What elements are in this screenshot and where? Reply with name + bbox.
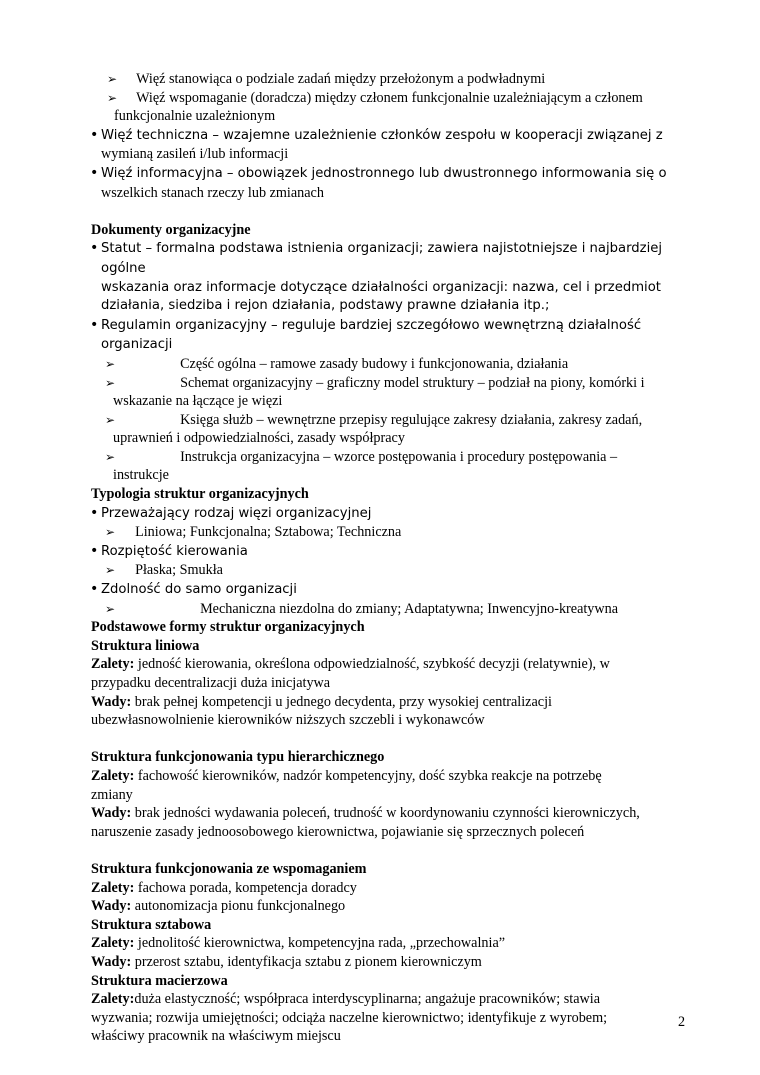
list-item: ➢ Schemat organizacyjny – graficzny model struktury – podział na piony, komórki i [105, 374, 645, 391]
list-item: ➢ Więź wspomaganie (doradcza) między członem funkcjonalnie uzależniającym a członem [107, 89, 643, 106]
list-item: • Więź informacyjna – obowiązek jednostronnego lub dwustronnego informowania się o [90, 164, 667, 181]
zalety-line: Zalety: fachowa porada, kompetencja doradcy [91, 879, 357, 896]
arrow-bullet-icon: ➢ [105, 525, 116, 540]
wady-line: Wady: autonomizacja pionu funkcjonalnego [91, 898, 346, 915]
arrow-bullet-icon: ➢ [105, 375, 116, 390]
list-item: ➢ Księga służb – wewnętrzne przepisy regulujące zakresy działania, zakresy zadań, [105, 411, 643, 428]
list-item: ➢ Więź stanowiąca o podziale zadań między przełożonym a podwładnymi [107, 71, 546, 87]
zalety-continuation: zmiany [91, 786, 133, 803]
bullet-icon: • [90, 126, 99, 143]
wady-line: Wady: przerost sztabu, identyfikacja sztabu z pionem kierowniczym [91, 953, 482, 970]
page-number: 2 [678, 1014, 686, 1030]
bullet-icon: • [90, 164, 99, 181]
list-item: • Rozpiętość kierowania [90, 542, 248, 559]
arrow-bullet-icon: ➢ [105, 412, 116, 427]
list-item: ➢ Mechaniczna niezdolna do zmiany; Adaptatywna; Inwencyjno-kreatywna [105, 600, 619, 617]
section-heading: Dokumenty organizacyjne [91, 221, 251, 238]
list-item: • Przeważający rodzaj więzi organizacyjnej [90, 504, 372, 521]
list-item: ➢ Liniowa; Funkcjonalna; Sztabowa; Techniczna [105, 524, 402, 541]
section-heading: Podstawowe formy struktur organizacyjnych [91, 619, 365, 636]
arrow-bullet-icon: ➢ [105, 563, 116, 578]
wady-continuation: naruszenie zasady jednoosobowego kierownictwa, pojawianie się sprzecznych poleceń [91, 823, 585, 840]
section-heading: Typologia struktur organizacyjnych [91, 486, 309, 503]
arrow-bullet-icon: ➢ [105, 356, 116, 371]
bullet-icon: • [90, 240, 99, 257]
arrow-bullet-icon: ➢ [105, 449, 116, 464]
bullet-icon: • [90, 581, 99, 598]
list-item-continuation: wskazania oraz informacje dotyczące działalności organizacji: nazwa, cel i przedmiot [101, 279, 661, 295]
list-item-continuation: wskazanie na łączące je więzi [113, 393, 283, 410]
list-item-continuation: funkcjonalnie uzależnionym [114, 108, 276, 125]
zalety-line: Zalety: fachowość kierowników, nadzór kompetencyjny, dość szybka reakcje na potrzebę [91, 767, 602, 784]
list-item: ➢ Część ogólna – ramowe zasady budowy i funkcjonowania, działania [105, 355, 569, 372]
subsection-heading: Struktura sztabowa [91, 916, 212, 933]
wady-line: Wady: brak pełnej kompetencji u jednego decydenta, przy wysokiej centralizacji [91, 693, 552, 710]
list-item-continuation: wszelkich stanach rzeczy lub zmianach [101, 184, 324, 201]
list-item-continuation: uprawnień i odpowiedzialności, zasady współpracy [113, 430, 405, 447]
list-item: • Więź techniczna – wzajemne uzależnienie członków zespołu w kooperacji związanej z [90, 126, 663, 143]
list-item-continuation: działania, siedziba i rejon działania, podstawy prawne działania itp.; [101, 298, 550, 314]
bullet-icon: • [90, 542, 99, 559]
zalety-continuation: przypadku decentralizacji duża inicjatywa [91, 675, 331, 691]
list-item: ➢ Instrukcja organizacyjna – wzorce postępowania i procedury postępowania – [105, 448, 618, 465]
zalety-continuation: wyzwania; rozwija umiejętności; odciąża naczelne kierownictwo; identyfikuje z wyrobem; [91, 1009, 608, 1026]
bullet-icon: • [90, 504, 99, 521]
wady-continuation: ubezwłasnowolnienie kierowników niższych szczebli i wykonawców [91, 712, 485, 729]
list-item-continuation: instrukcje [113, 467, 169, 484]
page-content [91, 70, 691, 1046]
zalety-line: Zalety:duża elastyczność; współpraca interdyscyplinarna; angażuje pracowników; stawia [91, 991, 600, 1008]
subsection-heading: Struktura funkcjonowania ze wspomaganiem [91, 860, 367, 877]
zalety-line: Zalety: jedność kierowania, określona odpowiedzialność, szybkość decyzji (relatywnie), w [91, 656, 610, 673]
list-item: • Statut – formalna podstawa istnienia organizacji; zawiera najistotniejsze i najbardziej ogólne [90, 240, 663, 276]
list-item: ➢ Płaska; Smukła [105, 562, 223, 579]
subsection-heading: Struktura funkcjonowania typu hierarchicznego [91, 749, 385, 766]
list-item: • Zdolność do samo organizacji [90, 581, 297, 598]
list-item: • Regulamin organizacyjny – reguluje bardziej szczegółowo wewnętrzną działalność organizacji [90, 316, 642, 353]
arrow-bullet-icon: ➢ [107, 72, 118, 86]
bullet-icon: • [90, 316, 99, 333]
list-item-continuation: wymianą zasileń i/lub informacji [101, 146, 289, 163]
arrow-bullet-icon: ➢ [107, 90, 118, 105]
zalety-line: Zalety: jednolitość kierownictwa, kompetencyjna rada, „przechowalnia” [91, 935, 506, 952]
subsection-heading: Struktura liniowa [91, 637, 200, 654]
arrow-bullet-icon: ➢ [105, 601, 116, 616]
subsection-heading: Struktura macierzowa [91, 972, 228, 989]
wady-line: Wady: brak jedności wydawania poleceń, trudność w koordynowaniu czynności kierowniczych, [91, 805, 640, 822]
zalety-continuation: właściwy pracownik na właściwym miejscu [91, 1028, 341, 1045]
